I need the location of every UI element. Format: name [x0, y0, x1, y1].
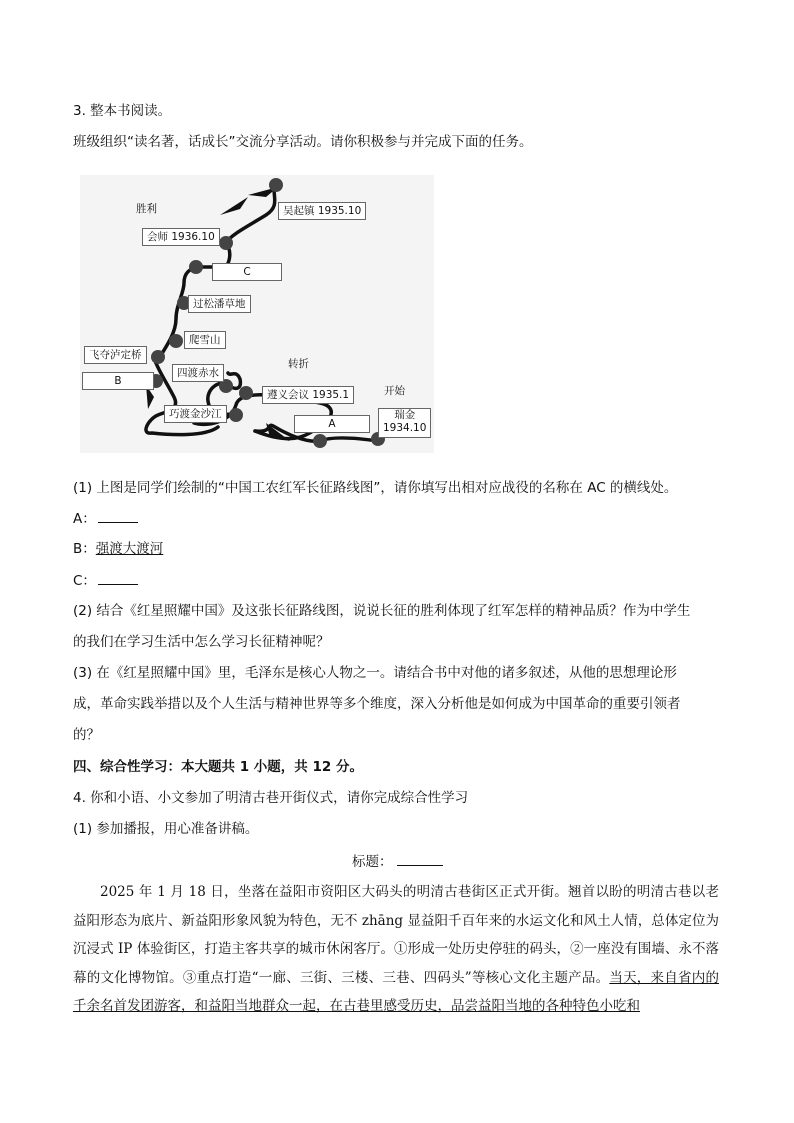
- label-zhuanzhe: 转折: [288, 358, 309, 370]
- label-box-c: C: [212, 263, 282, 281]
- answer-a-label: A：: [73, 511, 96, 527]
- answer-b-label: B：: [73, 541, 96, 557]
- question-4-sub1: (1) 参加播报，用心准备讲稿。: [73, 821, 259, 837]
- route-node: [269, 178, 283, 192]
- route-node: [313, 434, 327, 448]
- long-march-route-map: [80, 175, 434, 453]
- label-feiduo: 飞夺泸定桥: [84, 346, 147, 364]
- label-zunyi: 遵义会议 1935.1: [262, 386, 354, 404]
- label-qiaodu: 巧渡金沙江: [164, 405, 227, 423]
- label-ruijin: [378, 408, 431, 438]
- arrow-shape: [220, 197, 248, 215]
- question-3-sub1: (1) 上图是同学们绘制的“中国工农红军长征路线图”，请你填写出相对应战役的名称在 AC 的横线处。: [73, 480, 678, 496]
- label-ruijin-name: 瑞金: [394, 409, 416, 421]
- answer-a-line: [73, 509, 138, 528]
- route-node: [189, 260, 203, 274]
- answer-b-value: 强渡大渡河: [95, 541, 164, 557]
- question-3-sub3-line3: 的？: [73, 727, 100, 743]
- passage-main-text: 2025 年 1 月 18 日，坐落在益阳市资阳区大码头的明清古巷街区正式开街。翘首以盼的明清古巷以老益阳形态为底片、新益阳形象风貌为特色，无不 zhāng 显益阳千百年来的水运文化和风土人情，总体定位为沉浸式 IP 体验街区，打造主客共享的城市休闲客厅。①形成一处历史停驻的码头，②一座没有围墙、永不落幕的文化博物馆。③重点打造“一廊、三街、三楼、三巷、四码头”等核心文化主题产品。: [73, 884, 719, 986]
- answer-c-blank[interactable]: [98, 571, 138, 585]
- label-guosongpan: 过松潘草地: [188, 295, 251, 313]
- broadcast-passage: [73, 878, 719, 1021]
- route-line: [196, 185, 276, 267]
- passage-underlined-text: 当天，来自省内的千余名首发团游客，和益阳当地群众一起，在古巷里感受历史，品尝益阳当地的各种特色小吃和: [73, 969, 719, 1014]
- question-3-sub2-line1: (2) 结合《红星照耀中国》及这张长征路线图，说说长征的胜利体现了红军怎样的精神品质？作为中学生: [73, 603, 691, 619]
- label-huishi: 会师 1936.10: [142, 228, 220, 246]
- question-3-sub3-line1: (3) 在《红星照耀中国》里，毛泽东是核心人物之一。请结合书中对他的诸多叙述，从他的思想理论形: [73, 665, 677, 681]
- answer-a-blank[interactable]: [98, 509, 138, 523]
- question-3-sub3-line2: 成，革命实践举措以及个人生活与精神世界等多个维度，深入分析他是如何成为中国革命的重要引领者: [73, 696, 681, 712]
- label-box-a: A: [294, 415, 370, 433]
- section-4-heading: 四、综合性学习：本大题共 1 小题，共 12 分。: [73, 759, 363, 775]
- answer-c-label: C：: [73, 573, 96, 589]
- label-wuqizhen: 吴起镇 1935.10: [278, 202, 366, 220]
- label-kaishi: 开始: [384, 385, 405, 397]
- route-node: [239, 386, 253, 400]
- title-blank[interactable]: [397, 852, 443, 866]
- answer-b-line: [73, 540, 163, 558]
- route-node: [229, 408, 243, 422]
- question-3-heading: 3. 整本书阅读。: [73, 103, 172, 119]
- title-label: 标题：: [352, 854, 393, 870]
- question-3-sub2-line2: 的我们在学习生活中怎么学习长征精神呢？: [73, 634, 330, 650]
- label-box-b: B: [82, 372, 154, 390]
- route-node: [151, 350, 165, 364]
- route-node: [219, 236, 233, 250]
- title-field-line: [352, 852, 443, 871]
- answer-c-line: [73, 571, 138, 590]
- label-sidu: 四渡赤水: [172, 364, 224, 382]
- label-shengli: 胜利: [136, 203, 157, 215]
- label-paxueshan: 爬雪山: [184, 331, 226, 349]
- label-ruijin-date: 1934.10: [383, 422, 427, 434]
- question-4-prompt: 4. 你和小语、小文参加了明清古巷开街仪式，请你完成综合性学习: [73, 790, 469, 806]
- question-3-intro: 班级组织“读名著，话成长”交流分享活动。请你积极参与并完成下面的任务。: [73, 134, 533, 150]
- route-node: [169, 334, 183, 348]
